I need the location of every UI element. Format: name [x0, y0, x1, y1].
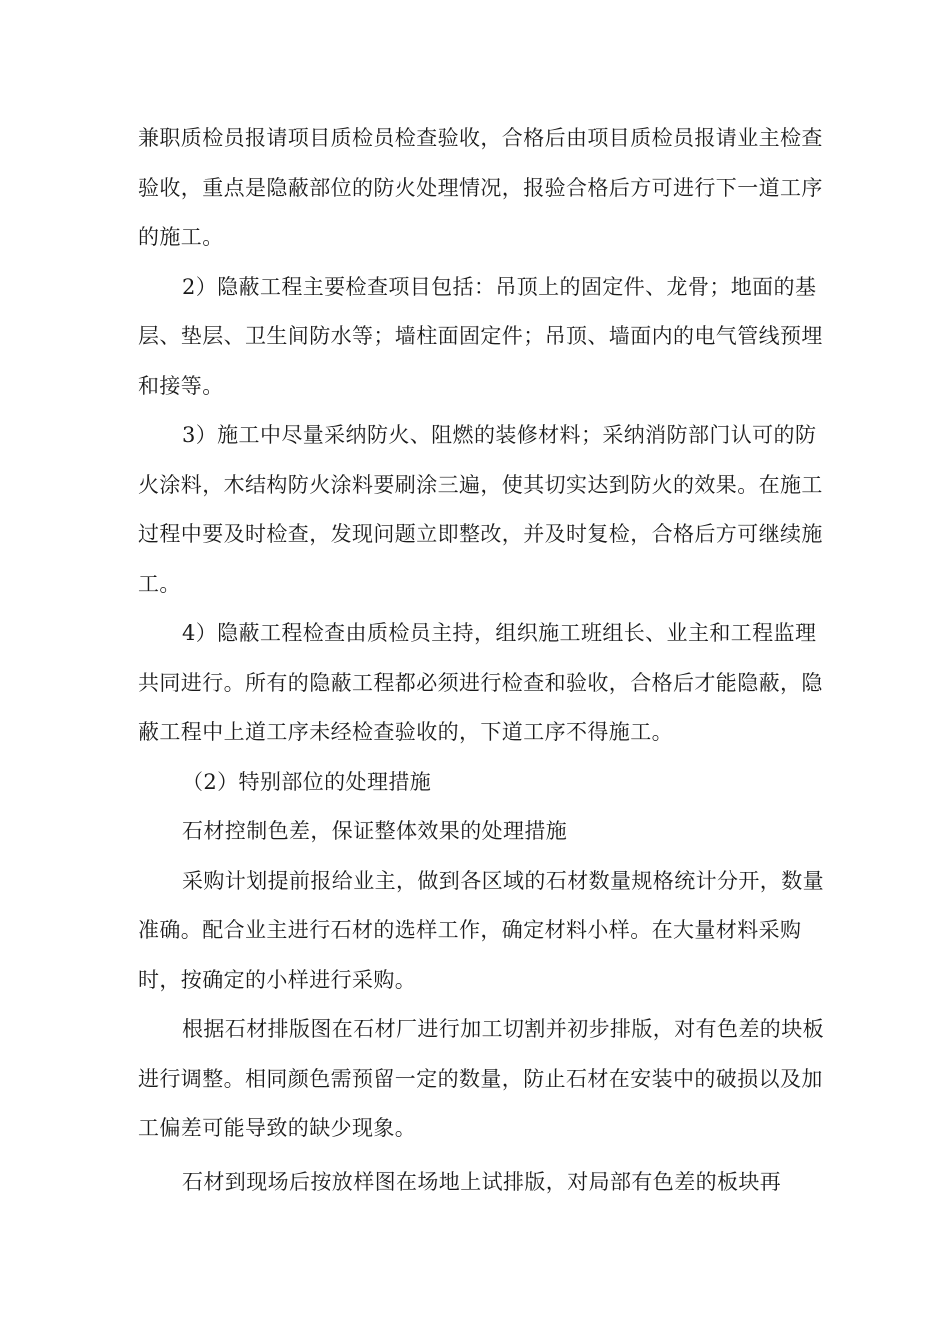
- section-heading: （2）特别部位的处理措施: [182, 769, 432, 794]
- text-line: 层、垫层、卫生间防水等；墙柱面固定件；吊顶、墙面内的电气管线预埋: [138, 324, 823, 348]
- text-line: 3）施工中尽量采纳防火、阻燃的装修材料；采纳消防部门认可的防: [182, 423, 817, 447]
- text-line: 4）隐蔽工程检查由质检员主持，组织施工班组长、业主和工程监理: [182, 621, 817, 645]
- text-line: 时，按确定的小样进行采购。: [138, 967, 417, 992]
- text-line: 过程中要及时检查，发现问题立即整改，并及时复检，合格后方可继续施: [138, 522, 823, 546]
- text-line: 和接等。: [138, 373, 224, 398]
- body-text: [138, 124, 838, 1217]
- text-line: 的施工。: [138, 225, 224, 249]
- text-line: 蔽工程中上道工序未经检查验收的，下道工序不得施工。: [138, 720, 673, 744]
- text-line: 工。: [138, 571, 181, 596]
- text-line: 兼职质检员报请项目质检员检查验收，合格后由项目质检员报请业主检查: [138, 126, 823, 150]
- text-line: 采购计划提前报给业主，做到各区域的石材数量规格统计分开，数量: [182, 868, 824, 893]
- text-line: 进行调整。相同颜色需预留一定的数量，防止石材在安装中的破损以及加: [138, 1066, 823, 1091]
- text-line: 验收，重点是隐蔽部位的防火处理情况，报验合格后方可进行下一道工序: [138, 175, 823, 200]
- text-line: 火涂料，木结构防火涂料要刷涂三遍，使其切实达到防火的效果。在施工: [138, 472, 823, 497]
- text-line: 根据石材排版图在石材厂进行加工切割并初步排版，对有色差的块板: [182, 1017, 824, 1041]
- text-line: 石材到现场后按放样图在场地上试排版，对局部有色差的板块再: [182, 1169, 782, 1194]
- text-line: 2）隐蔽工程主要检查项目包括：吊顶上的固定件、龙骨；地面的基: [182, 274, 817, 299]
- text-line: 共同进行。所有的隐蔽工程都必须进行检查和验收，合格后才能隐蔽，隐: [138, 670, 823, 695]
- subsection-heading: 石材控制色差，保证整体效果的处理措施: [182, 819, 568, 843]
- text-line: 准确。配合业主进行石材的选样工作，确定材料小样。在大量材料采购: [138, 918, 802, 942]
- text-line: 工偏差可能导致的缺少现象。: [138, 1116, 417, 1140]
